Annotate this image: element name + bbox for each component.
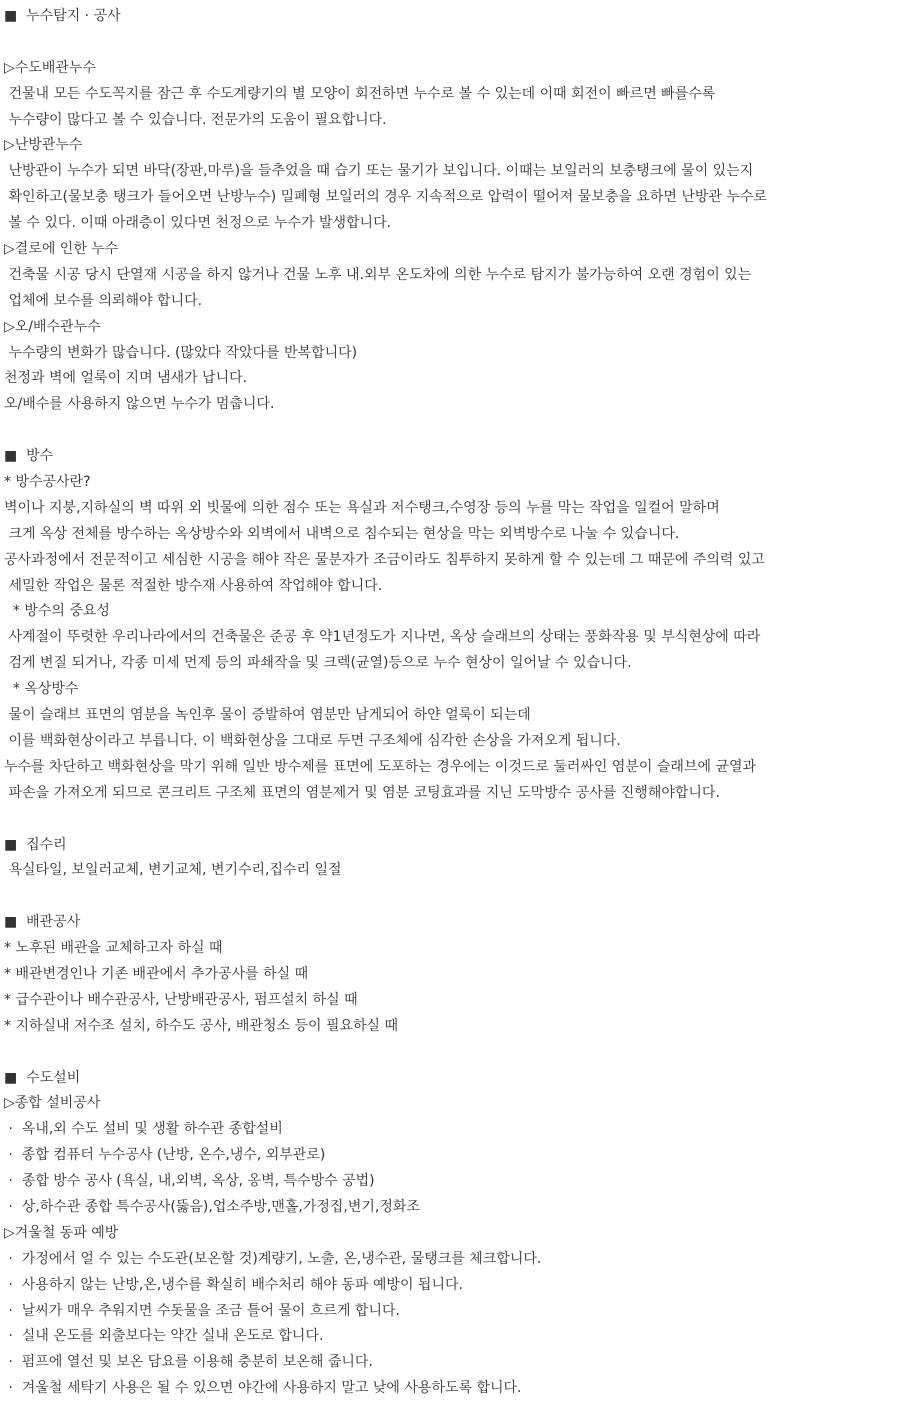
body-text-line: 욕실타일, 보일러교체, 변기교체, 변기수리,집수리 일절 [4,862,342,879]
list-item: * 지하실내 저수조 설치, 하수도 공사, 배관청소 등이 필요하실 때 [4,1017,399,1034]
body-text-line: 난방관이 누수가 되면 바닥(장판,마루)을 들추었을 때 습기 또는 물기가 보입니다. 이때는 보일러의 보충탱크에 물이 있는지 [4,163,754,180]
body-text-line: 공사과정에서 전문적이고 세심한 시공을 해야 작은 물분자가 조금이라도 침투하지 못하게 할 수 있는데 그 때문에 주의력 있고 [4,551,765,568]
body-text-line: 누수량의 변화가 많습니다. (많았다 작았다를 반복합니다) [4,344,358,361]
list-item: · 가정에서 얼 수 있는 수도관(보온할 것)계량기, 노출, 온,냉수관, 물탱크를 체크합니다. [4,1250,542,1267]
body-text-line: 건물내 모든 수도꼭지를 잠근 후 수도계량기의 별 모양이 회전하면 누수로 볼 수 있는데 이때 회전이 빠르면 빠를수록 [4,85,716,102]
list-item: · 사용하지 않는 난방,온,냉수를 확실히 배수처리 해야 동파 예방이 됩니다. [4,1276,463,1293]
list-item: · 상,하수관 종합 특수공사(뚫음),업소주방,맨홀,가정집,변기,정화조 [4,1198,420,1215]
section-heading-leak-detection: ■ 누수탐지 · 공사 [4,8,121,24]
section-heading-home-repair: ■ 집수리 [4,836,67,853]
body-text-line: 누수량이 많다고 볼 수 있습니다. 전문가의 도움이 필요합니다. [4,111,387,128]
subheading-rooftop-waterproofing: * 옥상방수 [4,681,79,698]
body-text-line: 사계절이 뚜렷한 우리나라에서의 건축물은 준공 후 약1년정도가 지나면, 옥상 슬래브의 상태는 풍화작용 및 부식현상에 따라 [4,629,761,646]
body-text-line: 물이 슬래브 표면의 염분을 녹인후 물이 증발하여 염분만 남게되어 하얀 얼룩이 되는데 [4,707,531,724]
subheading-condensation-leak: ▷결로에 인한 누수 [4,241,119,258]
body-text-line: 확인하고(물보충 탱크가 들어오면 난방누수) 밀폐형 보일러의 경우 지속적으로 압력이 떨어져 물보충을 요하면 난방관 누수로 [4,189,767,206]
subheading-water-pipe-leak: ▷수도배관누수 [4,59,96,76]
list-item: · 종합 컴퓨터 누수공사 (난방, 온수,냉수, 외부관로) [4,1147,326,1164]
body-text-line: 천정과 벽에 얼룩이 지며 냄새가 납니다. [4,370,248,387]
body-text-line: 검게 변질 되거나, 각종 미세 먼제 등의 파쇄작을 및 크렉(균열)등으로 누수 현상이 일어날 수 있습니다. [4,655,632,672]
body-text-line: 세밀한 작업은 물론 적절한 방수재 사용하여 작업해야 합니다. [4,577,383,594]
subheading-general-facility-work: ▷종합 설비공사 [4,1095,101,1112]
list-item: · 날씨가 매우 추워지면 수돗물을 조금 틀어 물이 흐르게 합니다. [4,1302,400,1319]
body-text-line: 업체에 보수를 의뢰해야 합니다. [4,292,203,309]
blank-line [4,884,896,910]
blank-line [4,807,896,833]
body-text-line: 크게 옥상 전체를 방수하는 옥상방수와 외벽에서 내벽으로 침수되는 현상을 막는 외벽방수로 나눌 수 있습니다. [4,525,680,542]
blank-line [4,418,896,444]
section-heading-waterproofing: ■ 방수 [4,448,54,465]
body-text-line: 파손을 가져오게 되므로 콘크리트 구조체 표면의 염분제거 및 염분 코팅효과를 지닌 도막방수 공사를 진행해야합니다. [4,784,720,801]
subheading-heating-pipe-leak: ▷난방관누수 [4,137,83,154]
body-text-line: 누수를 차단하고 백화현상을 막기 위해 일반 방수제를 표면에 도포하는 경우에는 이것드로 둘러싸인 염분이 슬래브에 균열과 [4,758,757,775]
section-heading-plumbing-facilities: ■ 수도설비 [4,1069,81,1086]
blank-line [4,30,896,56]
body-text-line: 볼 수 있다. 이때 아래층이 있다면 천정으로 누수가 발생합니다. [4,215,392,232]
list-item: · 실내 온도를 외출보다는 약간 실내 온도로 합니다. [4,1328,324,1345]
list-item: * 배관변경인나 기존 배관에서 추가공사를 하실 때 [4,965,309,982]
list-item: * 급수관이나 배수관공사, 난방배관공사, 펌프설치 하실 때 [4,991,358,1008]
list-item: · 펌프에 열선 및 보온 담요를 이용해 충분히 보온해 줍니다. [4,1354,373,1371]
body-text-line: 건축물 시공 당시 단열재 시공을 하지 않거나 건물 노후 내.외부 온도차에 의한 누수로 탐지가 불가능하여 오랜 경험이 있는 [4,266,752,283]
subheading-what-is-waterproofing: * 방수공사란? [4,474,91,491]
body-text-line: 오/배수를 사용하지 않으면 누수가 멈춥니다. [4,396,275,413]
body-text-line: 벽이나 지붕,지하실의 벽 따위 외 빗물에 의한 점수 또는 욕실과 저수탱크,수영장 등의 누를 막는 작업을 일컬어 말하며 [4,499,720,516]
section-heading-piping-work: ■ 배관공사 [4,914,81,931]
blank-line [4,1040,896,1066]
subheading-drain-pipe-leak: ▷오/배수관누수 [4,318,101,335]
list-item: · 종합 방수 공사 (욕실, 내,외벽, 옥상, 옹벽, 특수방수 공법) [4,1173,375,1190]
list-item: * 노후된 배관을 교체하고자 하실 때 [4,940,223,957]
list-item: · 옥내,외 수도 설비 및 생활 하수관 종합설비 [4,1121,283,1138]
body-text-line: 이를 백화현상이라고 부릅니다. 이 백화현상을 그대로 두면 구조체에 심각한 손상을 가져오게 됩니다. [4,732,621,749]
subheading-winter-freeze-prevention: ▷겨울철 동파 예방 [4,1224,119,1241]
subheading-importance-of-waterproofing: * 방수의 중요성 [4,603,110,620]
service-description-document [4,4,896,1402]
list-item: · 겨울철 세탁기 사용은 될 수 있으면 야간에 사용하지 말고 낮에 사용하도록 합니다. [4,1380,522,1397]
